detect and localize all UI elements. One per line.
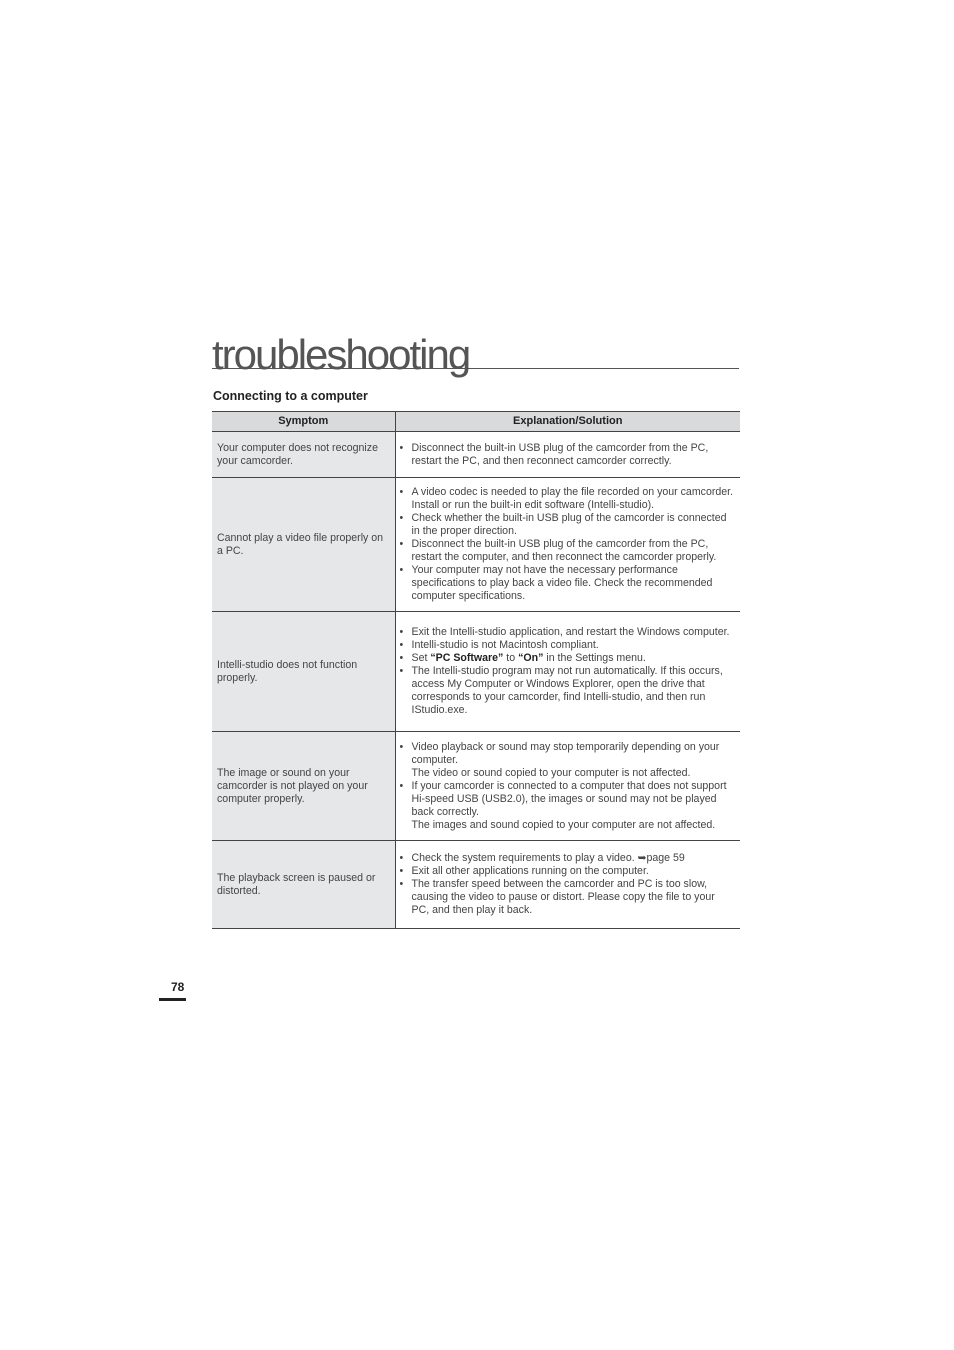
solution-header: Explanation/Solution [395, 412, 740, 432]
symptom-header: Symptom [212, 412, 395, 432]
solution-item: • Exit all other applications running on the computer. [400, 865, 736, 878]
solution-item: • Exit the Intelli-studio application, and restart the Windows computer. [400, 626, 736, 639]
symptom-cell: The image or sound on your camcorder is not played on your computer properly. [212, 732, 395, 841]
table-row [212, 612, 740, 732]
solution-item [400, 780, 736, 832]
solution-text: If your camcorder is connected to a computer that does not support Hi-speed USB (USB2.0), the images or sound may not be played back correctly. [411, 779, 727, 818]
menu-option-value: “On” [518, 652, 544, 664]
solution-cell [395, 841, 740, 929]
symptom-cell: Your computer does not recognize your camcorder. [212, 432, 395, 478]
page-number-rule [159, 998, 186, 1001]
page-number: 78 [171, 980, 185, 994]
solution-text: Set [411, 652, 431, 664]
page-title: troubleshooting [212, 331, 470, 378]
solution-item: • Disconnect the built-in USB plug of the camcorder from the PC, restart the computer, and then reconnect the camcorder properly. [400, 538, 736, 564]
table-row [212, 432, 740, 478]
table-row [212, 841, 740, 929]
title-rule [212, 368, 739, 369]
solution-item: • Disconnect the built-in USB plug of the camcorder from the PC, restart the PC, and then reconnect camcorder correctly. [400, 442, 736, 468]
solution-note: The images and sound copied to your computer are not affected. [411, 818, 716, 831]
solution-cell [395, 432, 740, 478]
solution-text: to [503, 652, 519, 664]
table-header-row [212, 412, 740, 432]
solution-text: in the Settings menu. [543, 652, 646, 664]
troubleshooting-table [212, 411, 740, 929]
solution-cell [395, 732, 740, 841]
solution-item [400, 652, 736, 665]
solution-cell [395, 612, 740, 732]
solution-item: • Your computer may not have the necessary performance specifications to play back a video file. Check the recommended computer specifications. [400, 564, 736, 603]
solution-text: Video playback or sound may stop temporarily depending on your computer. [411, 740, 720, 766]
section-heading: Connecting to a computer [213, 389, 368, 403]
menu-option-label: “PC Software” [430, 652, 504, 664]
table-row [212, 732, 740, 841]
solution-item: • The transfer speed between the camcorder and PC is too slow, causing the video to pause or distort. Please copy the file to your PC, and then play it back. [400, 878, 736, 917]
symptom-cell: Intelli-studio does not function properly. [212, 612, 395, 732]
solution-item: • The Intelli-studio program may not run automatically. If this occurs, access My Computer or Windows Explorer, open the drive that corresponds to your camcorder, find Intelli-studio, and then run IStudio.exe. [400, 665, 736, 717]
solution-cell [395, 478, 740, 612]
table-row [212, 478, 740, 612]
solution-note: The video or sound copied to your computer is not affected. [411, 766, 691, 779]
solution-item: • Intelli-studio is not Macintosh compliant. [400, 639, 736, 652]
solution-item: • A video codec is needed to play the file recorded on your camcorder. Install or run the built-in edit software (Intelli-studio). [400, 486, 736, 512]
solution-item: • Check whether the built-in USB plug of the camcorder is connected in the proper direction. [400, 512, 736, 538]
solution-item [400, 741, 736, 780]
symptom-cell: The playback screen is paused or distorted. [212, 841, 395, 929]
solution-item: • Check the system requirements to play a video. ➥page 59 [400, 852, 736, 865]
symptom-cell: Cannot play a video file properly on a PC. [212, 478, 395, 612]
